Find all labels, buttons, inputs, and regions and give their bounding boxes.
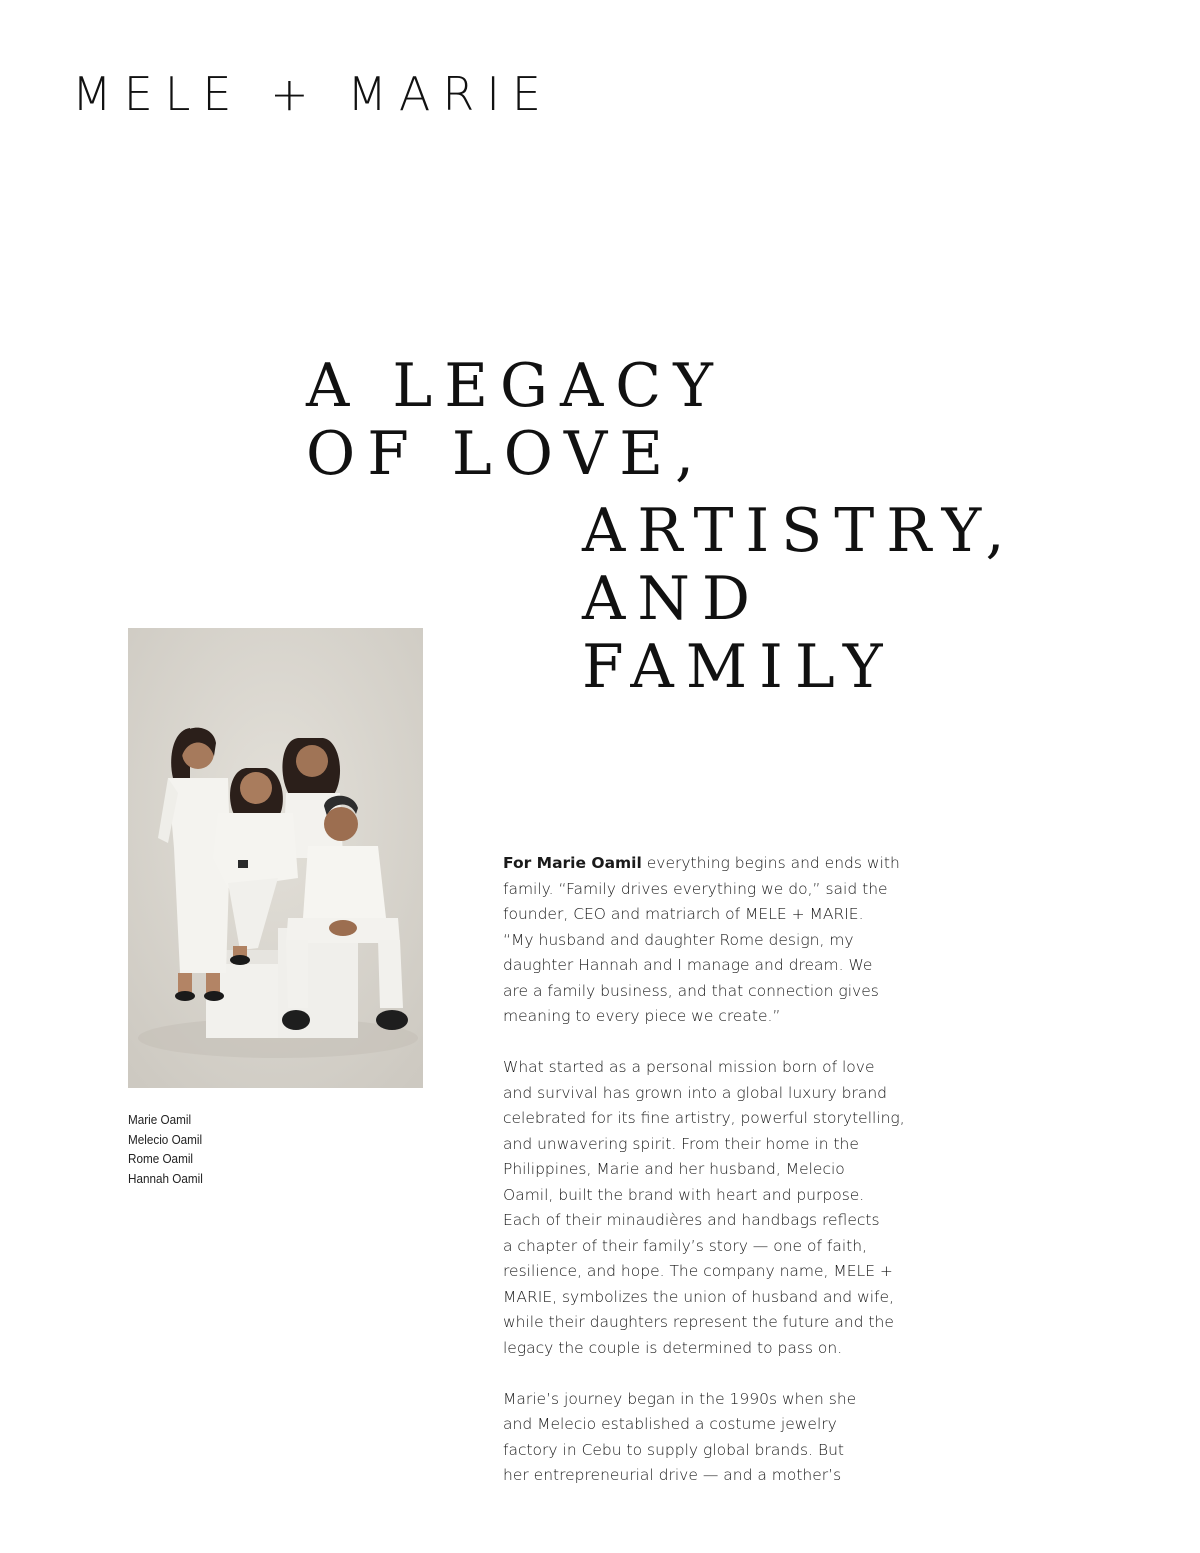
body-line: Each of their minaudières and handbags reflects xyxy=(503,1211,880,1229)
brand-logo: MELE + MARIE xyxy=(72,67,553,121)
body-line: MARIE, symbolizes the union of husband and wife, xyxy=(503,1287,894,1306)
body-line: family. “Family drives everything we do,” said the xyxy=(503,879,888,898)
body-line: meaning to every piece we create.” xyxy=(503,1007,781,1025)
paragraph-1 xyxy=(503,851,923,1030)
lead-name: For Marie Oamil xyxy=(503,854,642,872)
headline-line-2: OF LOVE, xyxy=(306,419,707,489)
article-body xyxy=(503,851,923,1514)
body-line: daughter Hannah and I manage and dream. We xyxy=(503,956,873,974)
headline-line-4: AND xyxy=(582,564,762,634)
paragraph-2 xyxy=(503,1055,923,1361)
body-line: while their daughters represent the future and the xyxy=(503,1313,894,1331)
body-line: resilience, and hope. The company name, MELE + xyxy=(503,1262,893,1280)
body-line: are a family business, and that connection gives xyxy=(503,981,879,1000)
body-line: Oamil, built the brand with heart and purpose. xyxy=(503,1185,865,1204)
body-line: Philippines, Marie and her husband, Melecio xyxy=(503,1160,845,1178)
body-line: “My husband and daughter Rome design, my xyxy=(503,930,854,949)
caption-name: Rome Oamil xyxy=(128,1151,194,1166)
caption-name: Marie Oamil xyxy=(128,1112,192,1127)
body-line: everything begins and ends with xyxy=(641,854,900,872)
body-line: and survival has grown into a global luxury brand xyxy=(503,1083,887,1102)
body-line: founder, CEO and matriarch of MELE + MARIE. xyxy=(503,905,864,923)
photo-caption xyxy=(128,1110,203,1188)
paragraph-3 xyxy=(503,1387,923,1489)
body-line: Marie’s journey began in the 1990s when she xyxy=(503,1389,857,1408)
family-portrait-photo xyxy=(128,628,423,1088)
body-line: celebrated for its fine artistry, powerful storytelling, xyxy=(503,1109,905,1127)
body-line: and Melecio established a costume jewelry xyxy=(503,1415,837,1433)
headline-line-1: A LEGACY xyxy=(306,351,725,421)
caption-name: Melecio Oamil xyxy=(128,1131,203,1147)
body-line: What started as a personal mission born of love xyxy=(503,1058,875,1076)
headline-line-5: FAMILY xyxy=(582,632,895,702)
body-line: legacy the couple is determined to pass on. xyxy=(503,1338,843,1357)
headline-line-3: ARTISTRY, xyxy=(582,496,1017,566)
caption-name: Hannah Oamil xyxy=(128,1170,203,1186)
body-line: and unwavering spirit. From their home in the xyxy=(503,1134,859,1153)
body-line: her entrepreneurial drive — and a mother’s xyxy=(503,1466,842,1484)
body-line: factory in Cebu to supply global brands. But xyxy=(503,1440,844,1459)
body-line: a chapter of their family’s story — one of faith, xyxy=(503,1236,867,1255)
